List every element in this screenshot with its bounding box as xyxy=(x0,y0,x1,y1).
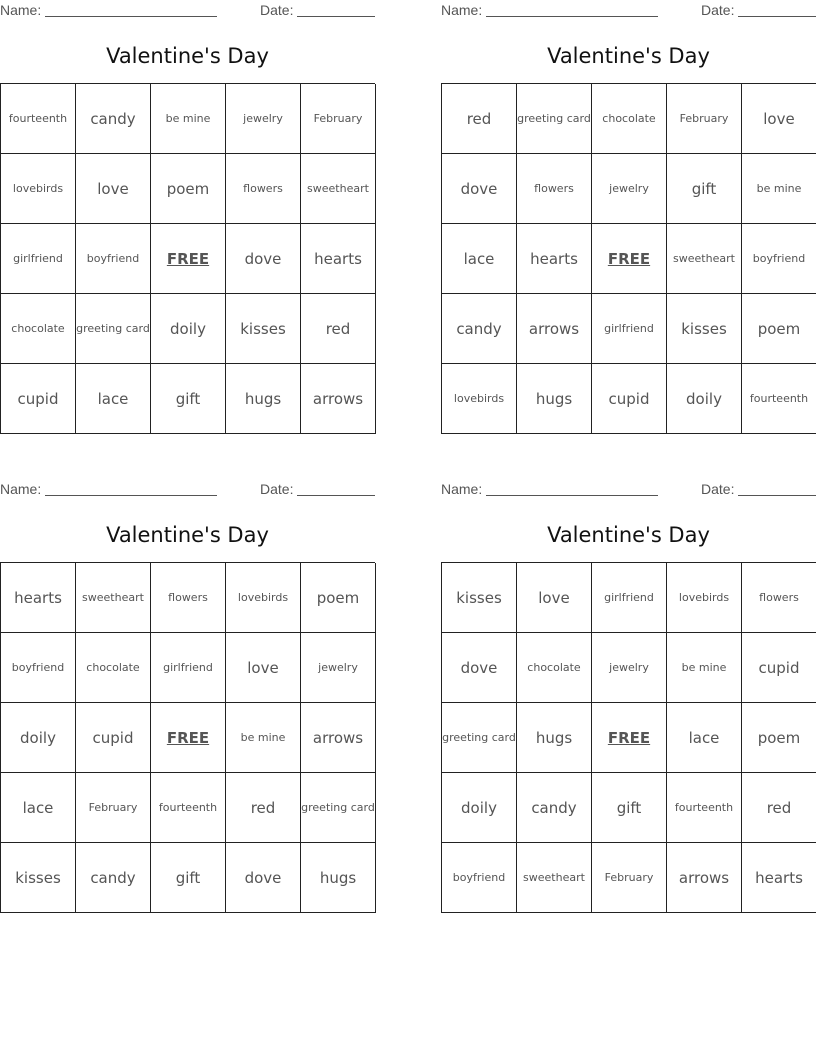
name-input-line[interactable] xyxy=(45,16,217,17)
bingo-cell: fourteenth xyxy=(742,364,816,434)
name-label: Name: xyxy=(441,481,483,497)
date-input-line[interactable] xyxy=(297,495,375,496)
bingo-card-4 xyxy=(441,479,816,911)
bingo-grid xyxy=(441,562,816,913)
card-title: Valentine's Day xyxy=(106,523,269,547)
bingo-cell: red xyxy=(742,773,816,843)
bingo-cell: gift xyxy=(151,364,226,434)
bingo-cell: candy xyxy=(442,294,517,364)
date-label: Date: xyxy=(260,481,294,497)
bingo-cell: cupid xyxy=(1,364,76,434)
bingo-cell: love xyxy=(76,154,151,224)
bingo-cell: arrows xyxy=(301,703,376,773)
bingo-cell: doily xyxy=(442,773,517,843)
bingo-cell: candy xyxy=(76,843,151,913)
bingo-cell: girlfriend xyxy=(151,633,226,703)
bingo-cell: February xyxy=(667,84,742,154)
free-space: FREE xyxy=(151,224,226,294)
bingo-cell: red xyxy=(226,773,301,843)
bingo-cell: chocolate xyxy=(1,294,76,364)
bingo-cell: kisses xyxy=(442,563,517,633)
bingo-cell: sweetheart xyxy=(667,224,742,294)
bingo-cell: boyfriend xyxy=(1,633,76,703)
card-header xyxy=(0,481,375,497)
bingo-cell: hugs xyxy=(226,364,301,434)
bingo-cell: lovebirds xyxy=(667,563,742,633)
bingo-cell: red xyxy=(442,84,517,154)
bingo-cell: greeting card xyxy=(442,703,517,773)
bingo-cell: jewelry xyxy=(301,633,376,703)
bingo-cell: candy xyxy=(517,773,592,843)
bingo-cell: chocolate xyxy=(76,633,151,703)
bingo-cell: be mine xyxy=(667,633,742,703)
bingo-cell: arrows xyxy=(517,294,592,364)
bingo-cell: kisses xyxy=(226,294,301,364)
name-label: Name: xyxy=(0,481,42,497)
bingo-cell: sweetheart xyxy=(517,843,592,913)
bingo-cell: arrows xyxy=(301,364,376,434)
bingo-cell: doily xyxy=(1,703,76,773)
free-space: FREE xyxy=(592,224,667,294)
bingo-cell: dove xyxy=(226,843,301,913)
bingo-cell: cupid xyxy=(742,633,816,703)
bingo-cell: be mine xyxy=(151,84,226,154)
bingo-cell: February xyxy=(76,773,151,843)
bingo-cell: doily xyxy=(151,294,226,364)
bingo-grid xyxy=(0,562,375,913)
bingo-cell: cupid xyxy=(592,364,667,434)
bingo-cell: jewelry xyxy=(226,84,301,154)
bingo-cell: love xyxy=(226,633,301,703)
bingo-cell: hearts xyxy=(517,224,592,294)
bingo-grid xyxy=(0,83,375,434)
bingo-cell: dove xyxy=(442,154,517,224)
bingo-cell: dove xyxy=(226,224,301,294)
bingo-card-2 xyxy=(441,0,816,432)
bingo-cell: lace xyxy=(76,364,151,434)
free-space: FREE xyxy=(151,703,226,773)
bingo-cell: lovebirds xyxy=(226,563,301,633)
bingo-cell: chocolate xyxy=(592,84,667,154)
card-header xyxy=(0,2,375,18)
bingo-cell: hugs xyxy=(301,843,376,913)
bingo-cell: cupid xyxy=(76,703,151,773)
name-input-line[interactable] xyxy=(486,16,658,17)
bingo-cell: flowers xyxy=(517,154,592,224)
bingo-cell: love xyxy=(517,563,592,633)
bingo-cell: flowers xyxy=(226,154,301,224)
bingo-cell: jewelry xyxy=(592,154,667,224)
bingo-cell: lace xyxy=(667,703,742,773)
bingo-cell: fourteenth xyxy=(1,84,76,154)
bingo-cell: chocolate xyxy=(517,633,592,703)
bingo-cell: lace xyxy=(1,773,76,843)
bingo-cell: February xyxy=(592,843,667,913)
card-header xyxy=(441,2,816,18)
bingo-cell: lovebirds xyxy=(1,154,76,224)
bingo-cell: be mine xyxy=(742,154,816,224)
bingo-cell: poem xyxy=(151,154,226,224)
bingo-cell: arrows xyxy=(667,843,742,913)
bingo-cell: dove xyxy=(442,633,517,703)
bingo-cell: boyfriend xyxy=(742,224,816,294)
date-input-line[interactable] xyxy=(297,16,375,17)
bingo-cell: be mine xyxy=(226,703,301,773)
bingo-cell: hugs xyxy=(517,703,592,773)
bingo-card-1 xyxy=(0,0,375,432)
bingo-cell: girlfriend xyxy=(1,224,76,294)
bingo-cell: fourteenth xyxy=(667,773,742,843)
bingo-cell: sweetheart xyxy=(301,154,376,224)
card-title: Valentine's Day xyxy=(106,44,269,68)
date-label: Date: xyxy=(701,2,735,18)
bingo-cell: boyfriend xyxy=(76,224,151,294)
bingo-cell: gift xyxy=(151,843,226,913)
bingo-cell: gift xyxy=(592,773,667,843)
bingo-cell: red xyxy=(301,294,376,364)
bingo-cell: poem xyxy=(301,563,376,633)
bingo-cell: love xyxy=(742,84,816,154)
bingo-cell: greeting card xyxy=(301,773,376,843)
bingo-cell: boyfriend xyxy=(442,843,517,913)
name-input-line[interactable] xyxy=(45,495,217,496)
date-input-line[interactable] xyxy=(738,16,816,17)
bingo-cell: doily xyxy=(667,364,742,434)
bingo-cell: lace xyxy=(442,224,517,294)
name-input-line[interactable] xyxy=(486,495,658,496)
bingo-cell: hearts xyxy=(301,224,376,294)
bingo-cell: hearts xyxy=(1,563,76,633)
bingo-cell: poem xyxy=(742,703,816,773)
bingo-cell: fourteenth xyxy=(151,773,226,843)
date-input-line[interactable] xyxy=(738,495,816,496)
bingo-cell: kisses xyxy=(1,843,76,913)
bingo-card-3 xyxy=(0,479,375,911)
bingo-cell: candy xyxy=(76,84,151,154)
bingo-cell: greeting card xyxy=(517,84,592,154)
date-label: Date: xyxy=(260,2,294,18)
bingo-cell: girlfriend xyxy=(592,563,667,633)
bingo-cell: lovebirds xyxy=(442,364,517,434)
bingo-cell: sweetheart xyxy=(76,563,151,633)
card-title: Valentine's Day xyxy=(547,44,710,68)
card-header xyxy=(441,481,816,497)
name-label: Name: xyxy=(441,2,483,18)
bingo-cell: hearts xyxy=(742,843,816,913)
bingo-cell: flowers xyxy=(742,563,816,633)
bingo-cell: girlfriend xyxy=(592,294,667,364)
date-label: Date: xyxy=(701,481,735,497)
bingo-cell: poem xyxy=(742,294,816,364)
bingo-cell: kisses xyxy=(667,294,742,364)
bingo-cell: hugs xyxy=(517,364,592,434)
bingo-cell: flowers xyxy=(151,563,226,633)
bingo-grid xyxy=(441,83,816,434)
bingo-cell: gift xyxy=(667,154,742,224)
bingo-cell: February xyxy=(301,84,376,154)
name-label: Name: xyxy=(0,2,42,18)
free-space: FREE xyxy=(592,703,667,773)
bingo-cell: greeting card xyxy=(76,294,151,364)
card-title: Valentine's Day xyxy=(547,523,710,547)
bingo-cell: jewelry xyxy=(592,633,667,703)
